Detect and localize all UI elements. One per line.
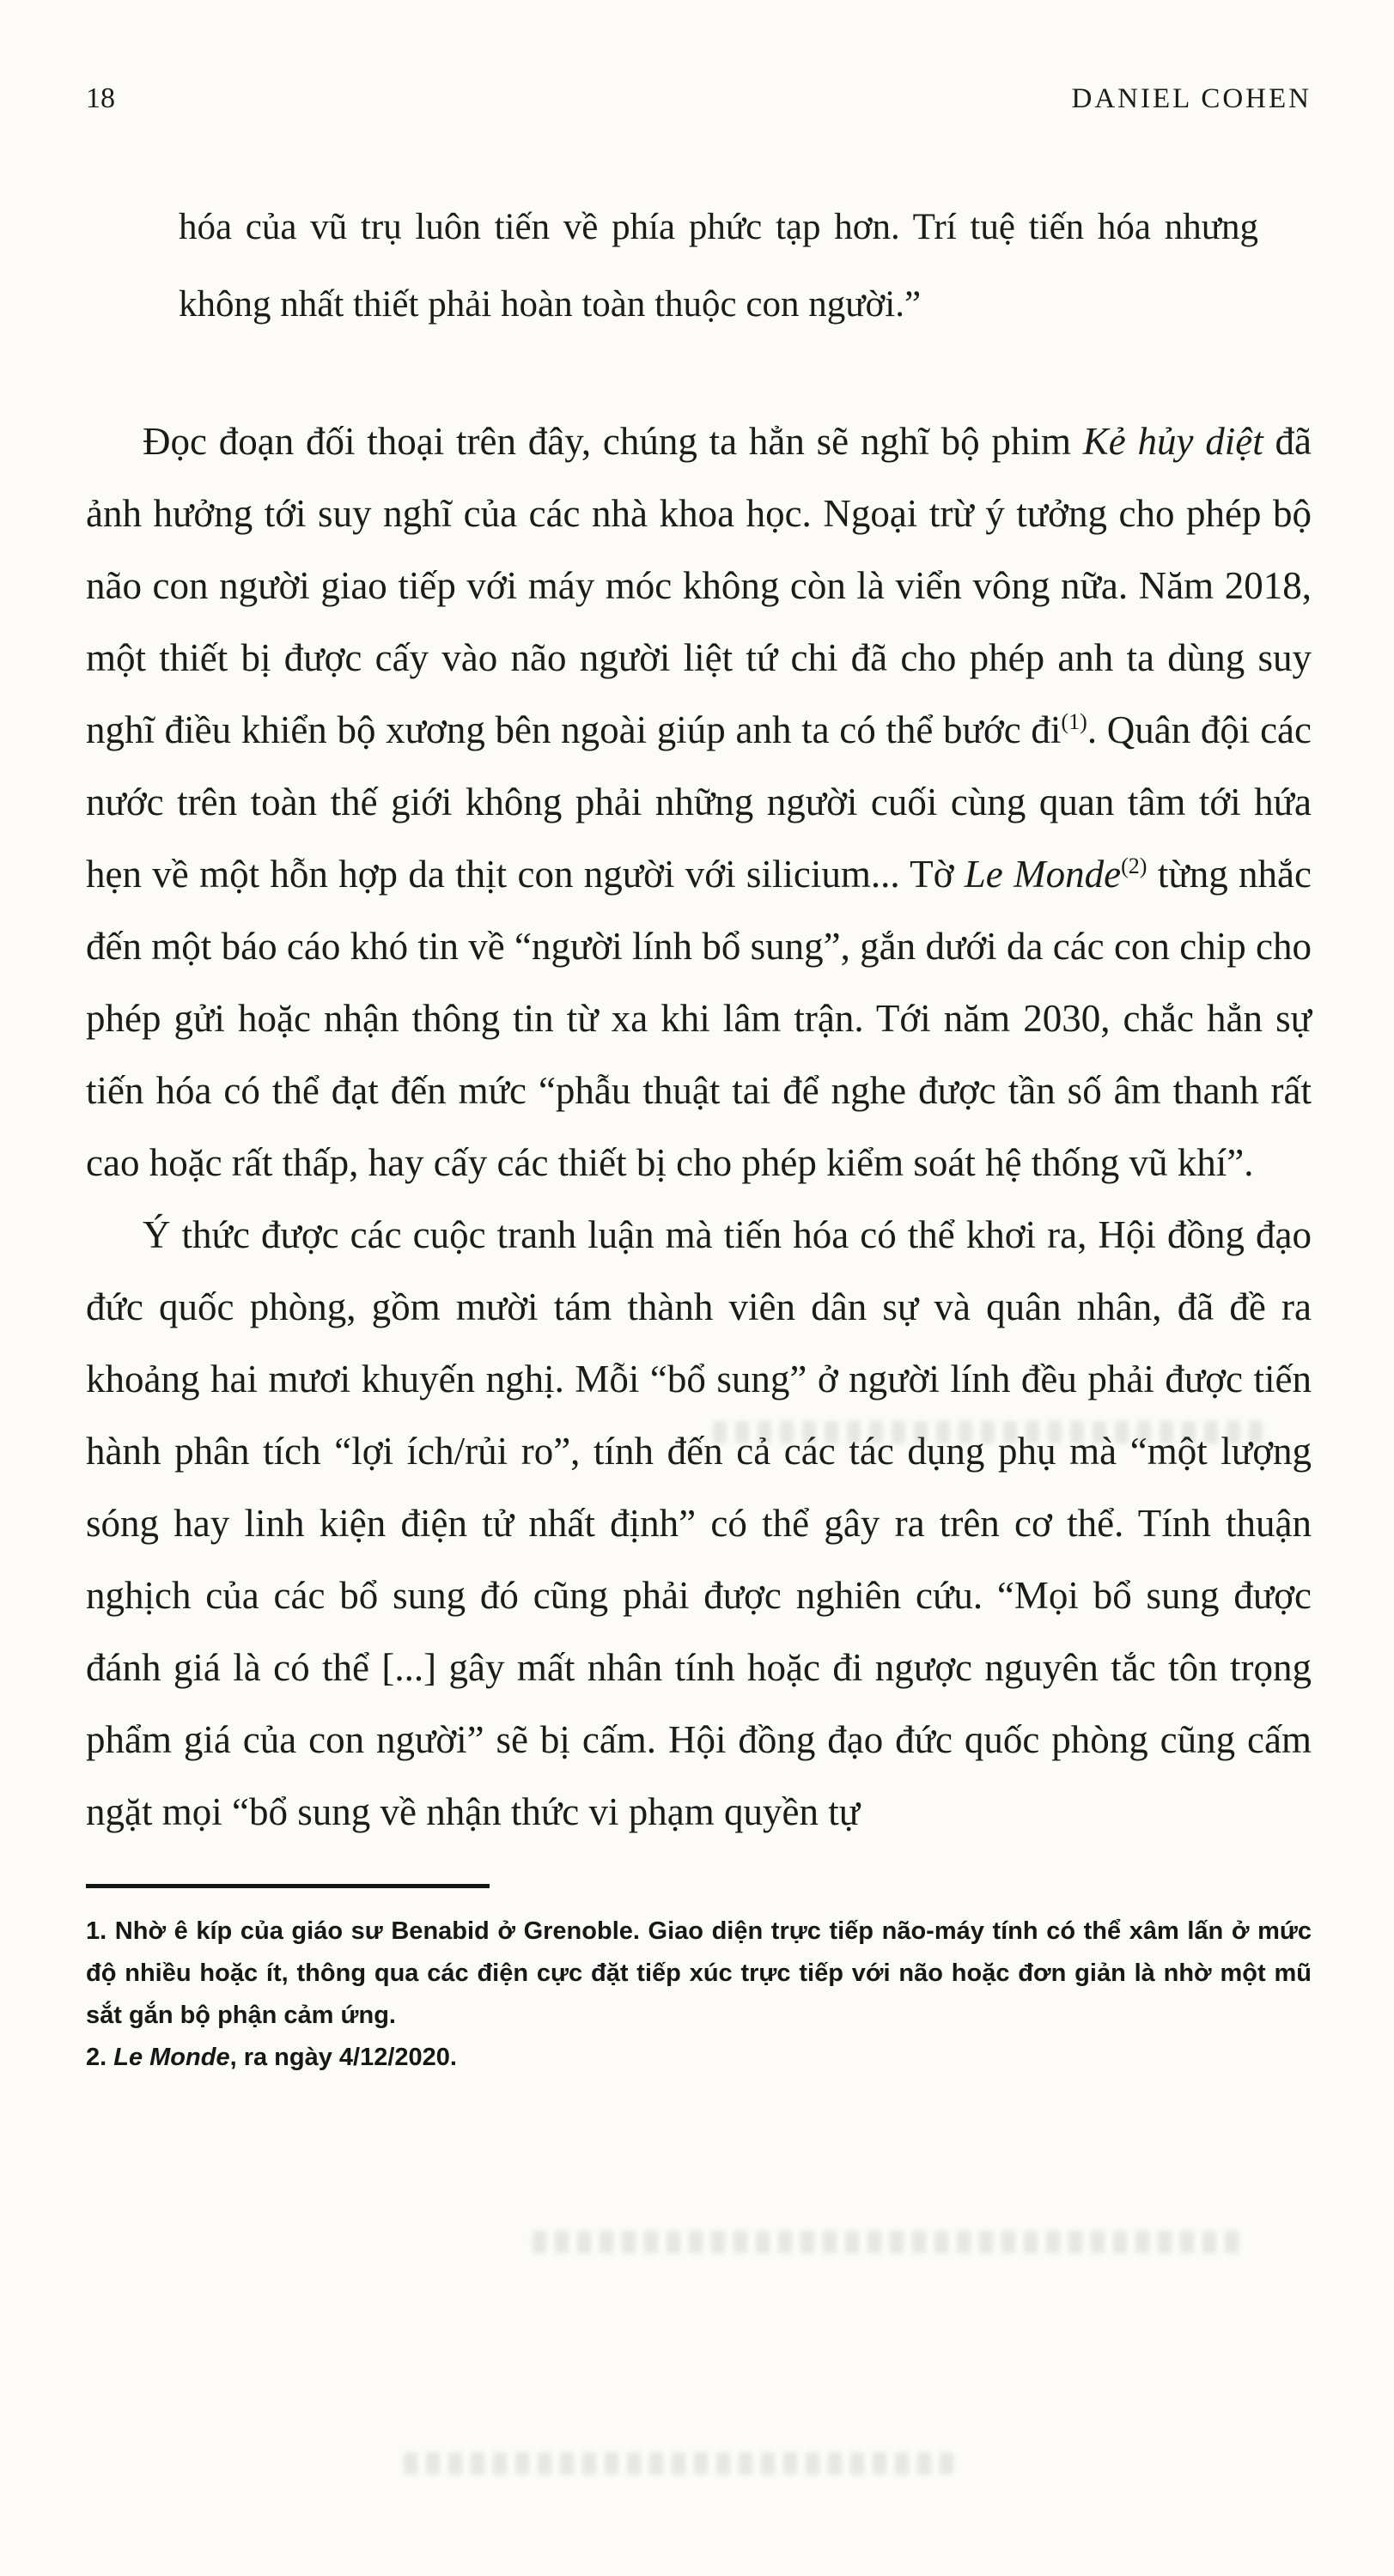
- footnote-2: [86, 2037, 1312, 2079]
- body-text: [86, 405, 1312, 1848]
- footnote-ref-2: (2): [1121, 854, 1147, 878]
- footnotes-section: [86, 1884, 1312, 2079]
- quote-text: hóa của vũ trụ luôn tiến về phía phức tạp hơn. Trí tuệ tiến hóa nhưng không nhất thiết phải hoàn toàn thuộc con người.”: [179, 207, 1258, 325]
- text-run: Ý thức được các cuộc tranh luận mà tiến hóa có thể khơi ra, Hội đồng đạo đức quốc phòng, gồm mười tám thành viên dân sự và quân nhân, đã đề ra khoảng hai mươi khuyến nghị. Mỗi “bổ sung” ở người lính đều phải được tiến hành phân tích “lợi ích/rủi ro”, tính đến cả các tác dụng phụ mà “một lượng sóng hay linh kiện điện tử nhất định” có thể gây ra trên cơ thể. Tính thuận nghịch của các bổ sung đó cũng phải được nghiên cứu. “Mọi bổ sung được đánh giá là có thể [...] gây mất nhân tính hoặc đi ngược nguyên tắc tôn trọng phẩm giá của con người” sẽ bị cấm. Hội đồng đạo đức quốc phòng cũng cấm ngặt mọi “bổ sung về nhận thức vi phạm quyền tự: [86, 1213, 1312, 1833]
- paragraph-1: [86, 405, 1312, 1199]
- footnote-separator-rule: [86, 1884, 490, 1888]
- text-run: đã ảnh hưởng tới suy nghĩ của các nhà khoa học. Ngoại trừ ý tưởng cho phép bộ não con người giao tiếp với máy móc không còn là viển vông nữa. Năm 2018, một thiết bị được cấy vào não người liệt tứ chi đã cho phép anh ta dùng suy nghĩ điều khiển bộ xương bên ngoài giúp anh ta có thể bước đi: [86, 420, 1312, 751]
- footnote-1: [86, 1911, 1312, 2037]
- text-run: từng nhắc đến một báo cáo khó tin về “người lính bổ sung”, gắn dưới da các con chip cho phép gửi hoặc nhận thông tin từ xa khi lâm trận. Tới năm 2030, chắc hẳn sự tiến hóa có thể đạt đến mức “phẫu thuật tai để nghe được tần số âm thanh rất cao hoặc rất thấp, hay cấy các thiết bị cho phép kiểm soát hệ thống vũ khí”.: [86, 853, 1312, 1184]
- show-through-artifact: [404, 2452, 953, 2475]
- block-quote: [179, 189, 1258, 343]
- movie-title-italic: Kẻ hủy diệt: [1082, 420, 1263, 463]
- journal-title-italic: Le Monde: [964, 853, 1122, 896]
- text-run: . Quân đội các nước trên toàn thế giới không phải những người cuối cùng quan tâm tới hứa hẹn về một hỗn hợp da thịt con người với silicium... Tờ: [86, 708, 1312, 896]
- journal-title-italic: Le Monde: [113, 2044, 230, 2071]
- text-run: , ra ngày 4/12/2020.: [229, 2044, 457, 2071]
- paragraph-2: [86, 1199, 1312, 1848]
- page-header: [86, 82, 1312, 115]
- text-run: 1. Nhờ ê kíp của giáo sư Benabid ở Grenoble. Giao diện trực tiếp não-máy tính có thể xâm lấn ở mức độ nhiều hoặc ít, thông qua các điện cực đặt tiếp xúc trực tiếp với não hoặc đơn giản là nhờ một mũ sắt gắn bộ phận cảm ứng.: [86, 1917, 1312, 2029]
- show-through-artifact: [533, 2231, 1245, 2253]
- footnote-ref-1: (1): [1061, 709, 1087, 734]
- running-header-author: DANIEL COHEN: [1071, 83, 1312, 114]
- text-run: Đọc đoạn đối thoại trên đây, chúng ta hẳn sẽ nghĩ bộ phim: [143, 420, 1083, 463]
- text-run: 2.: [86, 2044, 114, 2071]
- page-number: 18: [86, 82, 115, 114]
